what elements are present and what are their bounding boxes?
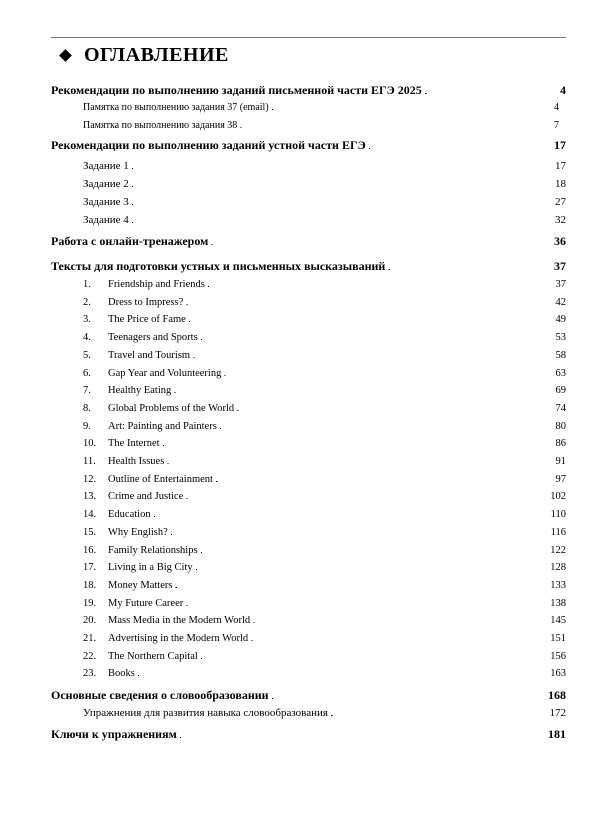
dot-leader: [174, 387, 552, 397]
toc-entry-subsection[interactable]: [83, 160, 566, 173]
toc-entry-page: 168: [548, 688, 566, 702]
toc-entry-topic[interactable]: [83, 332, 566, 344]
toc-entry-topic[interactable]: [83, 580, 566, 592]
toc-entry-label: Рекомендации по выполнению заданий письменной части ЕГЭ 2025: [51, 83, 422, 97]
toc-entry-page: 7: [554, 120, 559, 131]
toc-entry-page: 97: [555, 473, 566, 485]
top-rule: [51, 37, 566, 38]
toc-entry-page: 91: [555, 456, 566, 467]
toc-entry-topic[interactable]: [83, 668, 566, 680]
toc-entry-number: 15.: [83, 526, 97, 538]
toc-entry-label: Задание 1: [83, 160, 129, 172]
dot-leader: [240, 122, 551, 132]
toc-entry-label: Teenagers and Sports: [108, 332, 198, 344]
toc-entry-topic[interactable]: [83, 421, 566, 433]
toc-entry-label: Памятка по выполнению задания 38: [83, 120, 238, 131]
toc-entry-label: Outline of Entertainment: [108, 473, 213, 485]
toc-entry-topic[interactable]: [83, 509, 566, 521]
page-title-text: ОГЛАВЛЕНИЕ: [84, 44, 229, 66]
toc-entry-topic[interactable]: [83, 314, 566, 326]
toc-entry-number: 4.: [83, 332, 91, 344]
toc-entry-label: Задание 3: [83, 196, 129, 208]
toc-entry-number: 20.: [83, 615, 97, 627]
toc-entry-number: 10.: [83, 438, 97, 450]
toc-entry-page: 32: [555, 214, 566, 226]
toc-entry-label: Рекомендации по выполнению заданий устной части ЕГЭ: [51, 138, 366, 152]
toc-entry-number: 2.: [83, 296, 91, 308]
toc-entry-label: Ключи к упражнениям: [51, 727, 177, 741]
toc-entry-label: Travel and Tourism: [108, 349, 191, 361]
toc-entry-label: Healthy Eating: [108, 385, 172, 397]
dot-leader: [138, 670, 547, 680]
toc-entry-number: 3.: [83, 314, 91, 326]
dot-leader: [186, 299, 552, 309]
dot-leader: [388, 264, 551, 274]
toc-entry-page: 110: [550, 509, 566, 521]
toc-entry-topic[interactable]: [83, 615, 566, 627]
dot-leader: [201, 653, 547, 663]
toc-entry-page: 17: [554, 138, 566, 152]
toc-entry-label: Памятка по выполнению задания 37 (email): [83, 102, 269, 113]
toc-entry-page: 49: [555, 314, 566, 326]
toc-entry-page: 74: [555, 402, 566, 414]
toc-entry-number: 23.: [83, 668, 97, 680]
toc-entry-label: Crime and Justice: [108, 491, 184, 503]
dot-leader: [224, 370, 552, 380]
toc-entry-subsection[interactable]: [83, 120, 559, 132]
toc-entry-label: Задание 2: [83, 178, 129, 190]
dot-leader: [175, 582, 547, 592]
toc-entry-label: Основные сведения о словообразовании: [51, 688, 269, 702]
toc-entry-topic[interactable]: [83, 385, 566, 397]
dot-leader: [208, 281, 553, 291]
toc-entry-page: 116: [550, 526, 566, 538]
dot-leader: [253, 617, 547, 627]
toc-entry-section[interactable]: [51, 688, 566, 703]
toc-entry-page: 181: [548, 727, 566, 741]
toc-entry-page: 17: [555, 160, 566, 172]
toc-entry-subsection[interactable]: [83, 178, 566, 191]
toc-entry-label: My Future Career: [108, 597, 184, 609]
page-title: [61, 44, 229, 67]
toc-entry-label: Health Issues: [108, 456, 165, 467]
dot-leader: [132, 217, 552, 227]
toc-entry-label: Family Relationships: [108, 544, 198, 556]
dot-leader: [251, 635, 547, 645]
toc-entry-number: 17.: [83, 562, 97, 574]
toc-entry-page: 122: [550, 544, 566, 556]
toc-entry-label: Работа с онлайн-тренажером: [51, 234, 209, 248]
dot-leader: [272, 693, 545, 703]
toc-entry-number: 1.: [83, 279, 91, 290]
toc-entry-label: Books: [108, 668, 135, 680]
toc-entry-section[interactable]: [51, 259, 566, 274]
toc-entry-label: Why English?: [108, 526, 168, 538]
toc-entry-label: Money Matters: [108, 579, 173, 591]
toc-entry-number: 11.: [83, 456, 96, 467]
toc-entry-number: 14.: [83, 509, 97, 521]
toc-entry-page: 37: [555, 279, 566, 290]
dot-leader: [193, 352, 552, 362]
toc-entry-number: 22.: [83, 650, 97, 662]
toc-entry-topic[interactable]: [83, 633, 566, 645]
toc-entry-page: 18: [555, 178, 566, 190]
dot-leader: [167, 458, 552, 468]
toc-entry-number: 7.: [83, 385, 91, 397]
dot-leader: [201, 547, 548, 557]
toc-entry-topic[interactable]: [83, 598, 566, 610]
toc-entry-label: Friendship and Friends: [108, 279, 205, 290]
toc-entry-number: 16.: [83, 544, 97, 556]
toc-entry-label: The Internet: [108, 438, 160, 450]
toc-entry-number: 18.: [83, 579, 97, 591]
toc-entry-topic[interactable]: [83, 403, 566, 415]
toc-entry-page: 163: [550, 668, 566, 680]
dot-leader: [180, 732, 545, 742]
toc-entry-page: 138: [550, 597, 566, 609]
toc-entry-number: 9.: [83, 420, 91, 432]
toc-entry-topic[interactable]: [83, 545, 566, 557]
toc-entry-label: Art: Painting and Painters: [108, 420, 217, 432]
dot-leader: [132, 181, 552, 191]
toc-entry-page: 86: [555, 438, 566, 450]
toc-entry-number: 13.: [83, 491, 97, 503]
toc-entry-page: 4: [560, 83, 566, 97]
dot-leader: [186, 493, 547, 503]
toc-entry-section[interactable]: [51, 234, 566, 249]
toc-entry-number: 21.: [83, 633, 97, 644]
toc-entry-label: Упражнения для развития навыка словообразования: [83, 707, 328, 719]
toc-entry-label: Global Problems of the World: [108, 402, 235, 414]
dot-leader: [163, 440, 553, 450]
dot-leader: [154, 511, 548, 521]
toc-entry-page: 4: [554, 102, 559, 113]
dot-leader: [211, 239, 551, 249]
toc-entry-topic[interactable]: [83, 297, 566, 309]
toc-entry-page: 53: [555, 332, 566, 344]
toc-entry-page: 27: [555, 196, 566, 208]
toc-entry-number: 8.: [83, 402, 91, 414]
toc-entry-page: 63: [555, 367, 566, 379]
dot-leader: [369, 143, 551, 153]
toc-entry-section[interactable]: [51, 83, 566, 98]
toc-entry-topic[interactable]: [83, 651, 566, 663]
toc-entry-topic[interactable]: [83, 279, 566, 291]
toc-entry-subsection[interactable]: [83, 102, 559, 114]
toc-entry-topic[interactable]: [83, 350, 566, 362]
dot-leader: [201, 334, 553, 344]
toc-entry-page: 145: [550, 615, 566, 627]
toc-entry-topic[interactable]: [83, 527, 566, 539]
toc-entry-label: Mass Media in the Modern World: [108, 615, 251, 627]
dot-leader: [272, 104, 551, 114]
diamond-bullet-icon: [59, 49, 72, 62]
dot-leader: [196, 564, 548, 574]
toc-entry-label: Dress to Impress?: [108, 296, 184, 308]
toc-entry-topic[interactable]: [83, 368, 566, 380]
toc-entry-topic[interactable]: [83, 438, 566, 450]
toc-entry-label: Задание 4: [83, 214, 129, 226]
toc-entry-subsection[interactable]: [83, 214, 566, 227]
toc-entry-subsection[interactable]: [83, 196, 566, 209]
dot-leader: [331, 710, 547, 720]
dot-leader: [186, 600, 547, 610]
toc-entry-label: Education: [108, 509, 151, 521]
toc-entry-page: 69: [555, 385, 566, 397]
toc-entry-page: 172: [549, 707, 566, 719]
toc-entry-label: The Price of Fame: [108, 314, 186, 326]
toc-entry-topic[interactable]: [83, 491, 566, 503]
toc-entry-page: 133: [550, 579, 566, 591]
toc-entry-page: 102: [550, 491, 566, 503]
toc-entry-page: 128: [550, 562, 566, 574]
toc-entry-label: Тексты для подготовки устных и письменных высказываний: [51, 259, 386, 273]
toc-entry-number: 12.: [83, 473, 97, 485]
toc-entry-page: 36: [554, 234, 566, 248]
toc-entry-topic[interactable]: [83, 474, 566, 486]
toc-entry-page: 156: [550, 650, 566, 662]
toc-entry-number: 6.: [83, 367, 91, 379]
toc-entry-page: 151: [550, 633, 566, 644]
toc-entry-topic[interactable]: [83, 456, 566, 468]
dot-leader: [237, 405, 552, 415]
toc-entry-page: 37: [554, 259, 566, 273]
dot-leader: [132, 199, 552, 209]
toc-entry-section[interactable]: [51, 727, 566, 742]
toc-entry-subsection[interactable]: [83, 707, 566, 720]
toc-entry-topic[interactable]: [83, 562, 566, 574]
toc-entry-label: Living in a Big City: [108, 562, 193, 574]
toc-entry-section[interactable]: [51, 138, 566, 153]
toc-entry-number: 19.: [83, 597, 97, 609]
toc-entry-page: 80: [555, 420, 566, 432]
toc-entry-page: 42: [555, 296, 566, 308]
dot-leader: [171, 529, 548, 539]
toc-entry-number: 5.: [83, 349, 91, 361]
toc-entry-label: Advertising in the Modern World: [108, 633, 249, 644]
dot-leader: [425, 88, 557, 98]
toc-entry-page: 58: [555, 349, 566, 361]
dot-leader: [220, 423, 553, 433]
toc-entry-label: The Northern Capital: [108, 650, 198, 662]
toc-entry-label: Gap Year and Volunteering: [108, 367, 222, 379]
dot-leader: [216, 476, 553, 486]
dot-leader: [189, 316, 553, 326]
dot-leader: [132, 163, 552, 173]
